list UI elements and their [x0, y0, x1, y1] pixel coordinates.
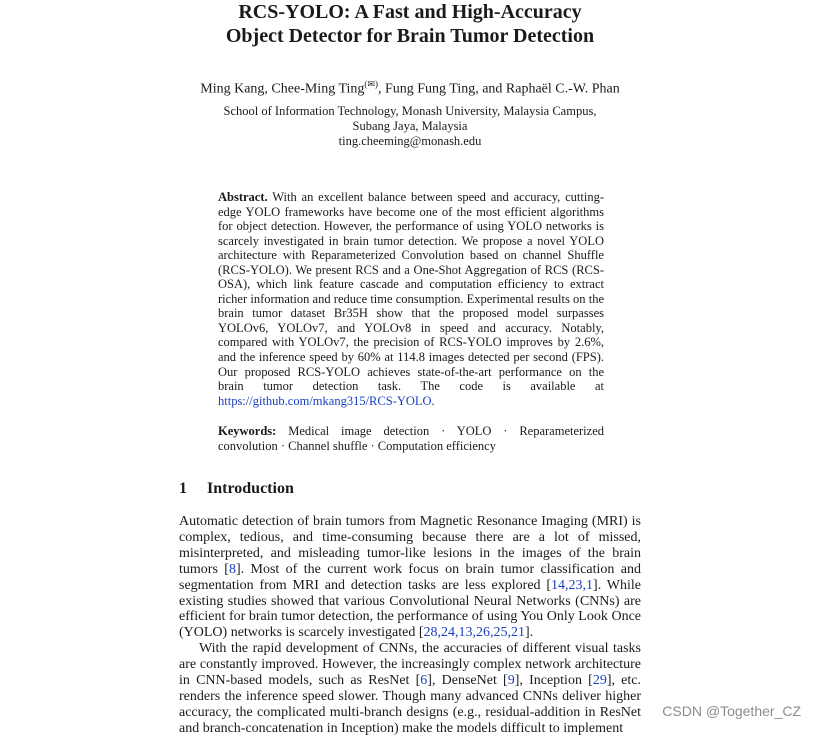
affiliation-line-2: Subang Jaya, Malaysia [352, 119, 468, 133]
intro-p1-text-a: Automatic detection of brain tumors from Magnetic Resonance Imaging (MRI) is complex, tedious, and time-consuming because there are a lot of missed, misinterpreted, and misleading tumor-like lesions in the images of the brain tumors [ [179, 514, 641, 577]
author-email: ting.cheeming@monash.edu [338, 134, 482, 148]
paper-title [150, 0, 670, 48]
abstract [218, 190, 604, 408]
csdn-watermark: CSDN @Together_CZ [662, 703, 801, 719]
citation-link[interactable]: 6 [420, 673, 428, 689]
affiliation [150, 104, 670, 149]
envelope-icon: ✉ [367, 79, 375, 89]
citation-link[interactable]: 9 [507, 673, 515, 689]
intro-p1-text-d: ]. [525, 625, 534, 641]
intro-p2-text-b: ], DenseNet [ [427, 673, 508, 689]
intro-p1-text-c: ]. While existing studies showed that various Convolutional Neural Networks (CNNs) are efficient for brain tumor detection, the performance of using You Only Look Once (YOLO) networks is scarcely investigated [ [179, 577, 641, 641]
abstract-text: With an excellent balance between speed and accuracy, cutting-edge YOLO frameworks have become one of the most efficient algorithms for object detection. However, the performance of using YOLO networks is scarcely investigated in brain tumor detection. We propose a novel YOLO architecture with Reparameterized Convolution based on channel Shuffle (RCS-YOLO). We present RCS and a One-Shot Aggregation of RCS (RCS-OSA), which link feature cascade and computation efficiency to extract richer information and reduce time consumption. Experimental results on the brain tumor dataset Br35H show that the proposed model surpasses YOLOv6, YOLOv7, and YOLOv8 in speed and accuracy. Notably, compared with YOLOv7, the precision of RCS-YOLO improves by 2.6%, and the inference speed by 60% at 114.8 images detected per second (FPS). Our proposed RCS-YOLO achieves state-of-the-art performance on the brain tumor detection task. The code is available at [218, 190, 604, 394]
intro-p1-text-b: ]. Most of the current work focus on brain tumor classification and segmentation from MRI and detection tasks are less explored [ [179, 561, 641, 593]
intro-p2-text-a: With the rapid development of CNNs, the accuracies of different visual tasks are constantly improved. However, the increasingly complex network architecture in CNN-based models, such as ResNet [ [179, 641, 641, 689]
code-repository-link[interactable]: https://github.com/mkang315/RCS-YOLO [218, 393, 432, 408]
intro-paragraph-1 [179, 514, 641, 641]
authors-text-rest: , Fung Fung Ting, and Raphaël C.-W. Phan [377, 81, 620, 97]
abstract-end: . [431, 393, 435, 408]
affiliation-line-1: School of Information Technology, Monash University, Malaysia Campus, [223, 104, 597, 118]
citation-link[interactable]: 14,23,1 [551, 577, 594, 593]
section-number: 1 [179, 480, 187, 497]
author-list [150, 74, 670, 100]
section-title: Introduction [207, 480, 294, 497]
title-line-1: RCS-YOLO: A Fast and High-Accuracy [238, 1, 582, 23]
corresponding-author-mark: (✉) [364, 79, 378, 89]
citation-link[interactable]: 28,24,13,26,25,21 [423, 625, 526, 641]
keywords-text: Medical image detection · YOLO · Reparameterized convolution · Channel shuffle · Computation efficiency [218, 424, 604, 453]
intro-paragraph-2 [179, 641, 641, 736]
citation-link[interactable]: 8 [228, 561, 236, 577]
section-heading [179, 479, 294, 499]
introduction-body [179, 514, 641, 737]
abstract-label: Abstract. [218, 190, 268, 204]
intro-p2-text-c: ], Inception [ [514, 673, 593, 689]
keywords [218, 424, 604, 453]
intro-p2-text-d: ], etc. renders the inference speed slower. Though many advanced CNNs deliver higher accuracy, the complicated multi-branch designs (e.g., residual-addition in ResNet and branch-concatenation in Inception) make the models difficult to implement [179, 673, 641, 736]
keywords-label: Keywords: [218, 424, 277, 438]
title-line-2: Object Detector for Brain Tumor Detection [225, 25, 595, 47]
authors-text-first: Ming Kang, Chee-Ming Ting [200, 81, 365, 97]
citation-link[interactable]: 29 [592, 673, 607, 689]
